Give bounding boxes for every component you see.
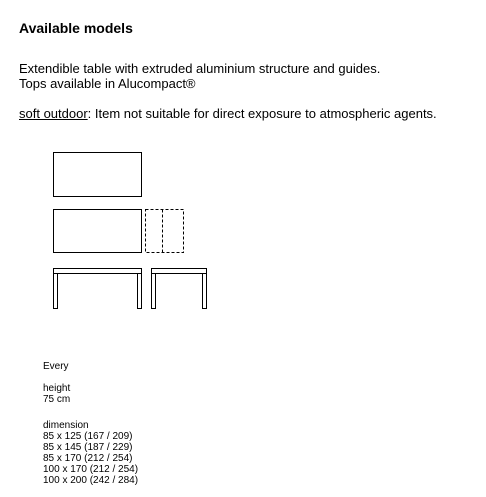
- dimension-item: 100 x 200 (242 / 284): [43, 475, 139, 486]
- dimension-label: dimension: [43, 420, 89, 431]
- height-value: 75 cm: [43, 394, 71, 405]
- description-line-2: Tops available in Alucompact®: [19, 76, 196, 91]
- table-top-view-extended: [54, 210, 142, 253]
- section-heading: Available models: [19, 20, 133, 36]
- dimension-item: 100 x 170 (212 / 254): [43, 464, 139, 475]
- soft-outdoor-note-text: : Item not suitable for direct exposure to atmospheric agents.: [87, 106, 437, 121]
- description-line-1: Extendible table with extruded aluminium structure and guides.: [19, 61, 381, 76]
- spec-height: [43, 383, 70, 405]
- spec-dimensions: [43, 420, 138, 486]
- dimension-item: 85 x 125 (167 / 209): [43, 431, 133, 442]
- table-side-view: [152, 269, 207, 309]
- height-label: height: [43, 383, 71, 394]
- spec-every: Every: [43, 361, 69, 372]
- table-extension-outline: [146, 210, 184, 253]
- soft-outdoor-term: soft outdoor: [19, 106, 88, 121]
- dimension-item: 85 x 145 (187 / 229): [43, 442, 133, 453]
- table-front-view: [54, 269, 142, 309]
- table-top-view-closed: [54, 153, 142, 197]
- dimension-item: 85 x 170 (212 / 254): [43, 453, 133, 464]
